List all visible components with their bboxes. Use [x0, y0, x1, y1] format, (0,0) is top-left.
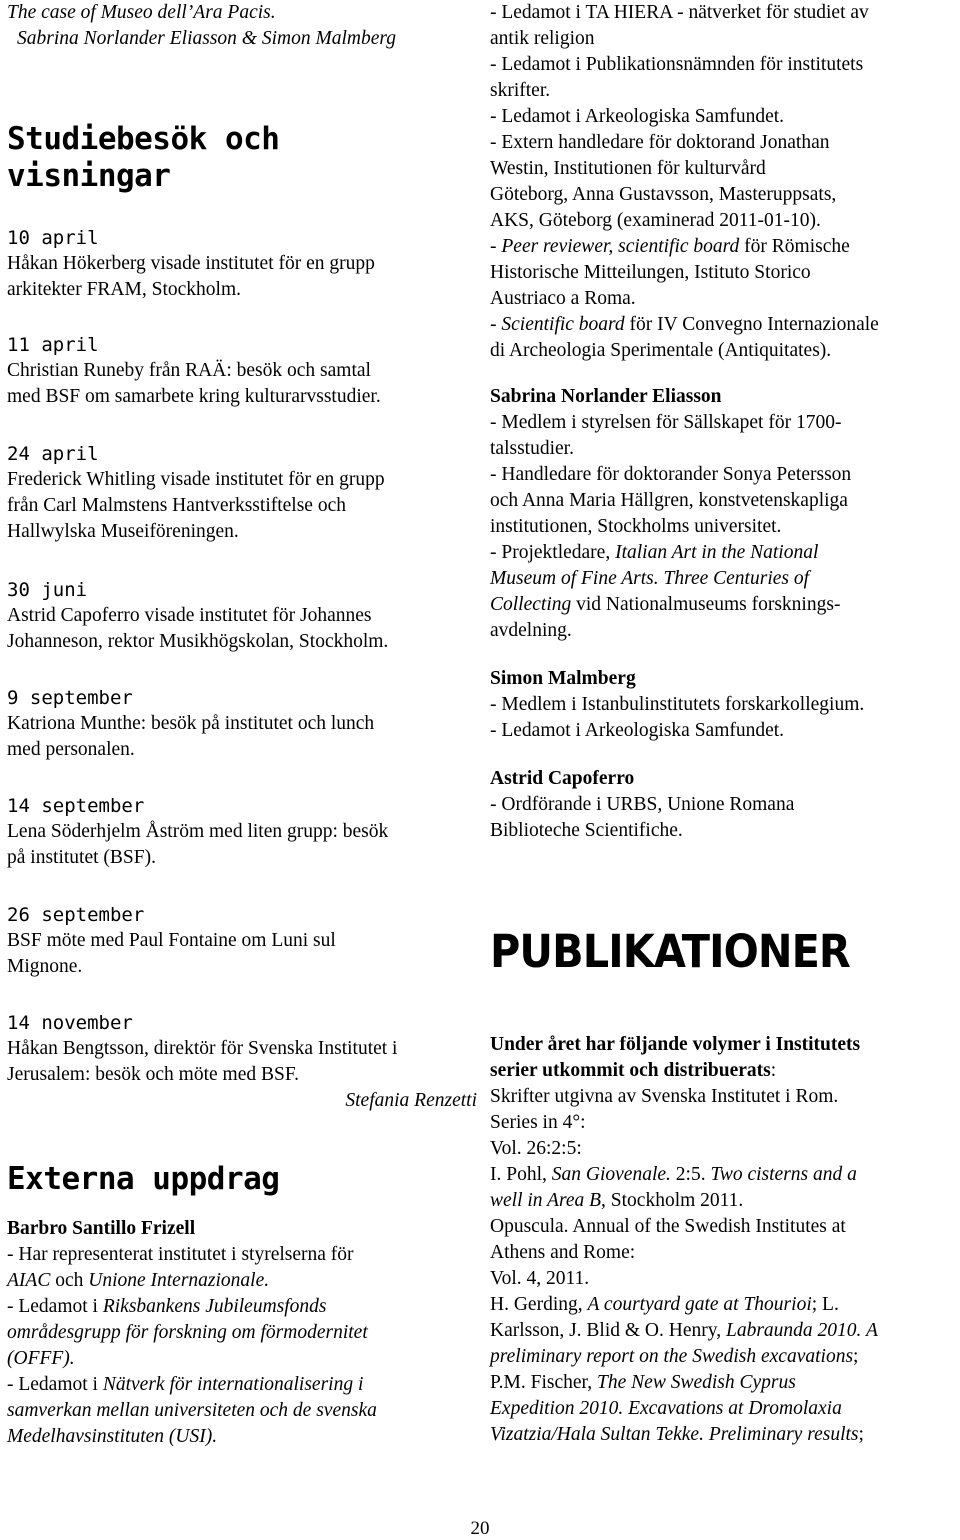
assignment-line [490, 234, 879, 260]
visit-text: BSF möte med Paul Fontaine om Luni sul [7, 930, 336, 951]
visit-entry [7, 332, 381, 410]
assignment-line: avdelning. [490, 620, 572, 641]
publication-line: Vol. 26:2:5: [490, 1138, 582, 1159]
publication-line: Series in 4°: [490, 1112, 586, 1133]
assignment-text: - Projektledare, [490, 542, 616, 563]
assignment-line: - Extern handledare för doktorand Jonathan [490, 132, 830, 153]
assignment-text: vid Nationalmuseums forsknings- [571, 594, 841, 615]
assignment-italic: Scientific board [501, 314, 625, 335]
assignment-line: antik religion [490, 28, 595, 49]
astrid-section [490, 766, 794, 844]
assignment-line [7, 1372, 377, 1398]
visit-date: 26 september [7, 904, 145, 926]
person-name: Sabrina Norlander Eliasson [490, 386, 722, 407]
sabrina-section [490, 384, 851, 644]
visit-date: 24 april [7, 443, 99, 465]
page-number: 20 [470, 1518, 490, 1539]
visit-date: 14 november [7, 1012, 133, 1034]
publications-intro [490, 1058, 878, 1084]
publication-line [490, 1162, 878, 1188]
assignment-line: di Archeologia Sperimentale (Antiquitates). [490, 340, 832, 361]
publication-text: I. Pohl, [490, 1164, 552, 1185]
assignment-line: AKS, Göteborg (examinerad 2011-01-10). [490, 210, 821, 231]
visit-entry [7, 441, 385, 545]
external-title: Externa uppdrag [7, 1161, 280, 1197]
assignment-line: - Ledamot i Arkeologiska Samfundet. [490, 106, 785, 127]
visit-text: med personalen. [7, 739, 135, 760]
visit-text: Frederick Whitling visade institutet för en grupp [7, 469, 385, 490]
assignment-text: - [490, 314, 502, 335]
assignment-line: områdesgrupp för forskning om förmodernitet [7, 1322, 368, 1343]
publication-line: Skrifter utgivna av Svenska Institutet i Rom. [490, 1086, 839, 1107]
assignment-line: och Anna Maria Hällgren, konstvetenskapliga [490, 490, 848, 511]
visit-entry [7, 902, 336, 980]
visits-title-line-2: visningar [7, 158, 171, 194]
publications-section [490, 1032, 878, 1448]
assignment-text: och [50, 1270, 89, 1291]
assignment-italic: Peer reviewer, scientific board [501, 236, 740, 257]
assignment-line [490, 540, 851, 566]
visit-date: 14 september [7, 795, 145, 817]
barbro-section [7, 1216, 377, 1450]
visit-text: från Carl Malmstens Hantverksstiftelse och [7, 495, 346, 516]
publication-italic: San Giovenale. [551, 1164, 671, 1185]
visit-text: på institutet (BSF). [7, 847, 156, 868]
assignment-text: för Römische [739, 236, 850, 257]
publication-text: Karlsson, J. Blid & O. Henry, [490, 1320, 726, 1341]
publication-line [490, 1370, 878, 1396]
publication-text: , Stockholm 2011. [601, 1190, 744, 1211]
visit-date: 10 april [7, 227, 99, 249]
visit-text: Lena Söderhjelm Åström med liten grupp: besök [7, 821, 389, 842]
publication-line: Athens and Rome: [490, 1242, 636, 1263]
assignment-line: skrifter. [490, 80, 551, 101]
header-line-2: Sabrina Norlander Eliasson & Simon Malmberg [17, 28, 396, 49]
visit-text: Hallwylska Museiföreningen. [7, 521, 239, 542]
assignment-line: institutionen, Stockholms universitet. [490, 516, 782, 537]
publication-line [490, 1292, 878, 1318]
assignment-line [7, 1268, 377, 1294]
visit-text: Håkan Hökerberg visade institutet för en grupp [7, 253, 375, 274]
person-name: Astrid Capoferro [490, 768, 635, 789]
assignment-italic: Collecting [490, 594, 572, 615]
publication-italic: A courtyard gate at Thourioi [587, 1294, 812, 1315]
assignment-line: - Ledamot i Publikationsnämnden för institutets [490, 54, 864, 75]
assignment-line: - Medlem i Istanbulinstitutets forskarkollegium. [490, 694, 865, 715]
assignment-text: - Ledamot i [7, 1374, 103, 1395]
assignment-italic: Unione Internazionale. [88, 1270, 270, 1291]
visit-text: med BSF om samarbete kring kulturarvsstudier. [7, 386, 381, 407]
publication-italic: Vizatzia/Hala Sultan Tekke. Preliminary results [490, 1424, 859, 1445]
publication-italic: The New Swedish Cyprus [597, 1372, 796, 1393]
visit-text: arkitekter FRAM, Stockholm. [7, 279, 241, 300]
visit-date: 30 juni [7, 579, 88, 601]
assignment-line: samverkan mellan universiteten och de svenska [7, 1400, 377, 1421]
assignment-line [7, 1294, 377, 1320]
assignment-italic: Nätverk för internationalisering i [102, 1374, 364, 1395]
assignment-line: (OFFF). [7, 1348, 75, 1369]
visit-text: Jerusalem: besök och möte med BSF. [7, 1064, 299, 1085]
visit-text: Christian Runeby från RAÄ: besök och samtal [7, 360, 371, 381]
visit-entry [7, 685, 374, 763]
continued-assignments [490, 0, 879, 364]
assignment-line: talsstudier. [490, 438, 574, 459]
assignment-italic: AIAC [7, 1270, 51, 1291]
visit-entry [7, 1010, 397, 1088]
assignment-line: Göteborg, Anna Gustavsson, Masteruppsats, [490, 184, 837, 205]
assignment-line: Museum of Fine Arts. Three Centuries of [490, 568, 810, 589]
publication-text: H. Gerding, [490, 1294, 588, 1315]
publication-line [490, 1318, 878, 1344]
publication-text: 2:5. [670, 1164, 711, 1185]
publication-italic: well in Area B [490, 1190, 602, 1211]
visit-text: Johanneson, rektor Musikhögskolan, Stockholm. [7, 631, 389, 652]
publication-text: ; [858, 1424, 864, 1445]
visit-text: Astrid Capoferro visade institutet för Johannes [7, 605, 372, 626]
assignment-line [490, 312, 879, 338]
assignment-line: Westin, Institutionen för kulturvård [490, 158, 766, 179]
assignment-italic: Italian Art in the National [615, 542, 819, 563]
assignment-italic: Riksbankens Jubileumsfonds [102, 1296, 327, 1317]
visit-date: 9 september [7, 687, 133, 709]
assignment-line: Historische Mitteilungen, Istituto Storico [490, 262, 811, 283]
publications-intro-colon: : [770, 1060, 777, 1081]
publications-intro: Under året har följande volymer i Institutets [490, 1034, 861, 1055]
assignment-line: Medelhavsinstituten (USI). [7, 1426, 218, 1447]
visit-text: Mignone. [7, 956, 83, 977]
publication-text: ; L. [811, 1294, 839, 1315]
assignment-line: - Ledamot i TA HIERA - nätverket för studiet av [490, 2, 869, 23]
assignment-line: - Har representerat institutet i styrelserna för [7, 1244, 354, 1265]
publication-line: Expedition 2010. Excavations at Dromolaxia [490, 1398, 842, 1419]
publications-intro-bold: serier utkommit och distribuerats [490, 1060, 771, 1081]
publication-italic: Two cisterns and a [710, 1164, 857, 1185]
assignment-line: Biblioteche Scientifiche. [490, 820, 683, 841]
assignment-text: - [490, 236, 502, 257]
assignment-line: Austriaco a Roma. [490, 288, 636, 309]
publication-italic: Labraunda 2010. A [725, 1320, 878, 1341]
publication-text: ; [853, 1346, 859, 1367]
assignment-line: - Ledamot i Arkeologiska Samfundet. [490, 720, 785, 741]
visit-text: Håkan Bengtsson, direktör för Svenska Institutet i [7, 1038, 398, 1059]
publication-line [490, 1422, 878, 1448]
assignment-line: - Handledare för doktorander Sonya Petersson [490, 464, 852, 485]
visit-date: 11 april [7, 334, 99, 356]
header-line-1: The case of Museo dell’Ara Pacis. [7, 2, 276, 23]
assignment-text: - Ledamot i [7, 1296, 103, 1317]
visit-entry [7, 793, 388, 871]
person-name: Barbro Santillo Frizell [7, 1218, 196, 1239]
assignment-line: - Medlem i styrelsen för Sällskapet för 1700- [490, 412, 842, 433]
publication-italic: preliminary report on the Swedish excavations [490, 1346, 854, 1367]
assignment-text: för IV Convegno Internazionale [624, 314, 879, 335]
visit-text: Katriona Munthe: besök på institutet och lunch [7, 713, 375, 734]
publication-line: Opuscula. Annual of the Swedish Institutes at [490, 1216, 846, 1237]
assignment-line [490, 592, 851, 618]
publications-title: PUBLIKATIONER [490, 925, 850, 978]
publication-line: Vol. 4, 2011. [490, 1268, 590, 1289]
assignment-line: - Ordförande i URBS, Unione Romana [490, 794, 795, 815]
signature: Stefania Renzetti [345, 1090, 477, 1111]
publication-line [490, 1188, 878, 1214]
visits-title-line-1: Studiebesök och [7, 121, 280, 157]
person-name: Simon Malmberg [490, 668, 636, 689]
visit-entry [7, 577, 388, 655]
publication-text: P.M. Fischer, [490, 1372, 598, 1393]
simon-section [490, 666, 864, 744]
publication-line [490, 1344, 878, 1370]
visit-entry [7, 225, 375, 303]
